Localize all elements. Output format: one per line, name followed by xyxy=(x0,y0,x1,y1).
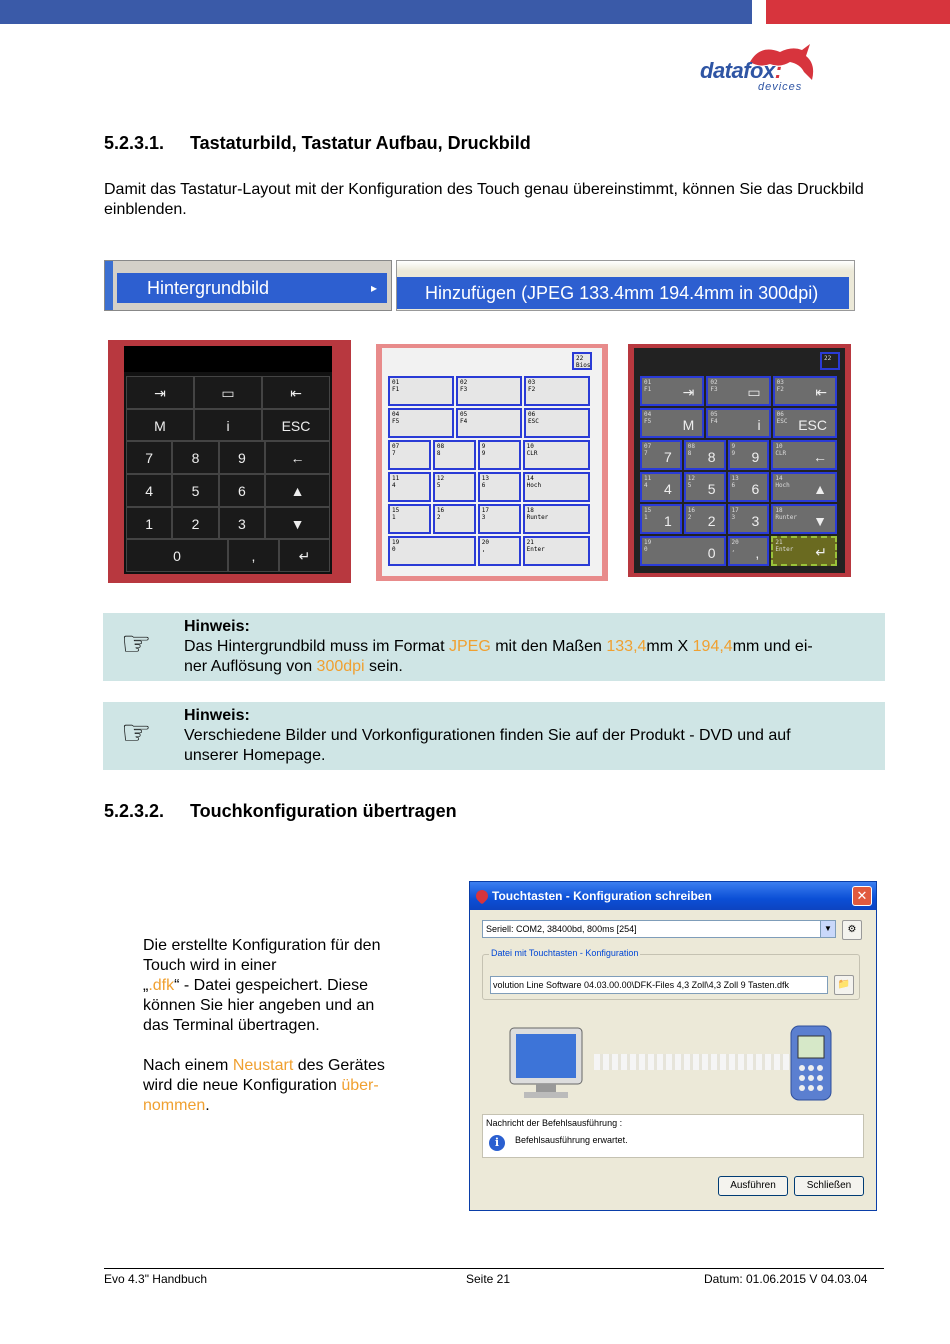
keyboard-layout-key xyxy=(388,472,431,502)
keyboard-overlay-image xyxy=(628,344,851,577)
key-code-label: 03 F2 xyxy=(528,379,536,393)
key-symbol: ← xyxy=(812,449,827,465)
keyboard-layout-key xyxy=(524,376,590,406)
keyboard-key: M xyxy=(126,409,194,442)
keyboard-key: 1 xyxy=(126,507,172,540)
keyboard-layout-key xyxy=(771,472,837,502)
keyboard-layout-key xyxy=(456,408,522,438)
key-code-label: 20 , xyxy=(481,539,489,553)
key-symbol: 0 xyxy=(707,545,716,561)
keyboard-layout-key xyxy=(388,536,476,566)
key-code-label: 08 8 xyxy=(436,443,445,457)
keyboard-layout-key xyxy=(523,472,590,502)
key-code-label: 02 F3 xyxy=(460,379,468,393)
keyboard-layout-key xyxy=(478,472,521,502)
keyboard-layout-key xyxy=(728,504,770,534)
info-icon: i xyxy=(489,1135,505,1151)
close-dialog-button[interactable]: Schließen xyxy=(794,1176,864,1196)
keyboard-key: 6 xyxy=(219,474,265,507)
key-code-label: 21 Enter xyxy=(775,539,794,553)
key-symbol: 5 xyxy=(707,481,716,497)
key-code-label: 18 Runter xyxy=(526,507,549,521)
header-bar-blue xyxy=(0,0,752,24)
keyboard-layout-key xyxy=(523,504,590,534)
keyboard-key: i xyxy=(194,409,262,442)
key-code-label: 04 F5 xyxy=(392,411,400,425)
folder-icon[interactable]: 📁 xyxy=(834,975,854,995)
key-code-label: 16 2 xyxy=(687,507,695,521)
key-code-label: 04 F5 xyxy=(644,411,652,425)
key-code-label: 13 6 xyxy=(481,475,489,489)
keyboard-layout-key xyxy=(728,536,770,566)
run-button[interactable]: Ausführen xyxy=(718,1176,788,1196)
key-code-label: 9 9 xyxy=(481,443,486,457)
key-code-label: 02 F3 xyxy=(710,379,718,393)
dialog-title: Touchtasten - Konfiguration schreiben xyxy=(470,882,876,910)
key-code-label: 11 4 xyxy=(392,475,400,489)
keyboard-key: 8 xyxy=(172,441,218,474)
footer-date: Datum: 01.06.2015 V 04.03.04 xyxy=(704,1272,868,1286)
keyboard-layout-key xyxy=(640,408,704,438)
key-code-label: 05 F4 xyxy=(710,411,718,425)
key-code-label: 03 F2 xyxy=(776,379,784,393)
key-symbol: 9 xyxy=(751,449,760,465)
menu-item-hintergrundbild[interactable]: Hintergrundbild ▸ xyxy=(117,273,387,303)
keyboard-key: 4 xyxy=(126,474,172,507)
keyboard-layout-key xyxy=(388,440,431,470)
keyboard-layout-key xyxy=(773,376,837,406)
key-code-label: 15 1 xyxy=(644,507,652,521)
key-symbol: i xyxy=(757,417,761,433)
keyboard-key: 3 xyxy=(219,507,265,540)
key-code-label: 12 5 xyxy=(687,475,695,489)
section-heading-1: 5.2.3.1. Tastaturbild, Tastatur Aufbau, Druckbild xyxy=(104,133,531,153)
config-write-dialog xyxy=(469,881,877,1211)
key-symbol: M xyxy=(682,417,695,433)
key-symbol: 3 xyxy=(751,513,760,529)
keyboard-corner-key: 22 Bios xyxy=(572,352,592,370)
keyboard-layout-key xyxy=(478,440,521,470)
message-box: Nachricht der Befehlsausführung : i Befehlsausführung erwartet. xyxy=(482,1114,864,1158)
footer-left: Evo 4.3" Handbuch xyxy=(104,1272,207,1286)
key-code-label: 21 Enter xyxy=(526,539,545,553)
keyboard-layout-key xyxy=(433,472,476,502)
key-symbol: ⇥ xyxy=(682,384,695,400)
footer-divider xyxy=(104,1268,884,1269)
chevron-down-icon[interactable]: ▼ xyxy=(820,921,835,937)
keyboard-layout-key xyxy=(771,440,837,470)
key-code-label: 17 3 xyxy=(731,507,739,521)
keyboard-layout-key xyxy=(524,408,590,438)
key-code-label: 05 F4 xyxy=(460,411,468,425)
keyboard-layout-key xyxy=(684,440,726,470)
keyboard-key: 0 xyxy=(126,539,228,572)
keyboard-key: 9 xyxy=(219,441,265,474)
keyboard-key: ▲ xyxy=(265,474,330,507)
keyboard-key: , xyxy=(228,539,279,572)
keyboard-corner-key: 22 xyxy=(820,352,840,370)
keyboard-layout-key xyxy=(640,376,704,406)
key-code-label: 13 6 xyxy=(731,475,739,489)
key-symbol: ⇤ xyxy=(815,384,827,400)
keyboard-layout-key xyxy=(640,440,682,470)
keyboard-key: 2 xyxy=(172,507,218,540)
hint-box-2: ☞ Hinweis: Verschiedene Bilder und Vorkonfigurationen finden Sie auf der Produkt - DVD und auf unserer Homepage. xyxy=(103,702,885,770)
keyboard-layout-key xyxy=(706,408,770,438)
key-code-label: 18 Runter xyxy=(775,507,798,521)
keyboard-layout-key xyxy=(388,408,454,438)
key-code-label: 07 7 xyxy=(392,443,400,457)
key-symbol: ▭ xyxy=(747,384,761,400)
keyboard-key: ⇤ xyxy=(262,376,330,409)
keyboard-layout-key xyxy=(771,504,837,534)
key-symbol: ▼ xyxy=(813,513,827,529)
context-menu-screenshot xyxy=(104,260,855,311)
transfer-progress xyxy=(594,1054,790,1070)
key-symbol: 1 xyxy=(663,513,672,529)
keyboard-layout-key xyxy=(523,536,590,566)
key-symbol: ▲ xyxy=(813,481,827,497)
key-symbol: , xyxy=(755,545,760,561)
keyboard-layout-key xyxy=(433,504,476,534)
menu-item-hinzufuegen[interactable]: Hinzufügen (JPEG 133.4mm 194.4mm in 300dpi) xyxy=(397,277,849,309)
key-code-label: 06 ESC xyxy=(528,411,539,425)
footer-page: Seite 21 xyxy=(466,1272,511,1286)
key-code-label: 06 ESC xyxy=(776,411,788,425)
keyboard-key: 5 xyxy=(172,474,218,507)
intro-paragraph: Damit das Tastatur-Layout mit der Konfiguration des Touch genau übereinstimmt, können Sie das Druckbild einblenden. xyxy=(104,181,864,218)
keyboard-layout-key xyxy=(523,440,590,470)
keyboard-layout-key xyxy=(478,536,521,566)
keyboard-layout-key xyxy=(478,504,521,534)
key-symbol: 8 xyxy=(707,449,716,465)
key-symbol: 2 xyxy=(707,513,716,529)
pointing-hand-icon: ☞ xyxy=(121,714,152,752)
key-code-label: 14 Hoch xyxy=(526,475,542,489)
keyboard-layout-key xyxy=(388,376,454,406)
keyboard-layout-key xyxy=(433,440,476,470)
keyboard-key: ↵ xyxy=(279,539,330,572)
keyboard-layout-key xyxy=(728,472,770,502)
keyboard-layout-image xyxy=(376,344,608,581)
keyboard-layout-key xyxy=(684,504,726,534)
key-code-label: 10 CLR xyxy=(775,443,787,457)
description-text: Die erstellte Konfiguration für den Touch wird in einer „.dfk“ - Datei gespeichert. Diese können Sie hier angeben und an das Terminal übertragen. Nach einem Neustart des Gerätes wird die neue Konfiguration über- nommen. xyxy=(143,937,385,1114)
key-code-label: 16 2 xyxy=(436,507,445,521)
key-symbol: 6 xyxy=(751,481,760,497)
key-code-label: 19 0 xyxy=(644,539,652,553)
keyboard-key: ▼ xyxy=(265,507,330,540)
keyboard-layout-key xyxy=(388,504,431,534)
keyboard-key: ⇥ xyxy=(126,376,194,409)
submenu-arrow-icon: ▸ xyxy=(370,281,377,295)
keyboard-key: 7 xyxy=(126,441,172,474)
keyboard-key: ▭ xyxy=(194,376,262,409)
key-code-label: 14 Hoch xyxy=(775,475,790,489)
section-heading-2: 5.2.3.2. Touchkonfiguration übertragen xyxy=(104,801,457,821)
key-symbol: 7 xyxy=(663,449,672,465)
port-settings-button[interactable]: ⚙ xyxy=(842,920,862,940)
key-code-label: 07 7 xyxy=(644,443,652,457)
keyboard-layout-key xyxy=(640,504,682,534)
keyboard-key: ← xyxy=(265,441,330,474)
terminal-device-icon xyxy=(788,1020,834,1102)
close-button[interactable]: ✕ xyxy=(852,886,872,906)
key-code-label: 9 9 xyxy=(731,443,736,457)
key-symbol: ↵ xyxy=(815,544,827,560)
key-code-label: 11 4 xyxy=(644,475,652,489)
datafox-logo: datafox: devices xyxy=(700,40,820,96)
key-symbol: ESC xyxy=(798,417,827,433)
key-code-label: 01 F1 xyxy=(644,379,652,393)
app-icon xyxy=(474,888,491,905)
key-symbol: 4 xyxy=(663,481,672,497)
keyboard-layout-key xyxy=(706,376,770,406)
keyboard-key: ESC xyxy=(262,409,330,442)
keyboard-layout-key xyxy=(771,536,837,566)
key-code-label: 10 CLR xyxy=(526,443,538,457)
hint-box-1: ☞ Hinweis: Das Hintergrundbild muss im Format JPEG mit den Maßen 133,4mm X 194,4mm und ei- ner Auflösung von 300dpi sein. xyxy=(103,613,885,681)
key-code-label: 20 , xyxy=(731,539,739,553)
keyboard-layout-key xyxy=(456,376,522,406)
header-bar-red xyxy=(766,0,950,24)
key-code-label: 17 3 xyxy=(481,507,489,521)
key-code-label: 12 5 xyxy=(436,475,445,489)
keyboard-layout-key xyxy=(640,472,682,502)
key-code-label: 15 1 xyxy=(392,507,400,521)
key-code-label: 19 0 xyxy=(392,539,400,553)
pointing-hand-icon: ☞ xyxy=(121,625,152,663)
keyboard-layout-key xyxy=(728,440,770,470)
key-code-label: 01 F1 xyxy=(392,379,400,393)
keyboard-layout-key xyxy=(773,408,837,438)
keyboard-layout-key xyxy=(640,536,726,566)
computer-icon xyxy=(508,1026,584,1102)
keyboard-layout-key xyxy=(684,472,726,502)
file-path-field[interactable]: volution Line Software 04.03.00.00\DFK-Files 4,3 Zoll\4,3 Zoll 9 Tasten.dfk xyxy=(490,976,828,994)
file-group: Datei mit Touchtasten - Konfiguration xyxy=(482,954,860,1000)
keyboard-print-image xyxy=(108,340,351,583)
port-select[interactable]: Seriell: COM2, 38400bd, 800ms [254] ▼ xyxy=(482,920,836,938)
key-code-label: 08 8 xyxy=(687,443,695,457)
